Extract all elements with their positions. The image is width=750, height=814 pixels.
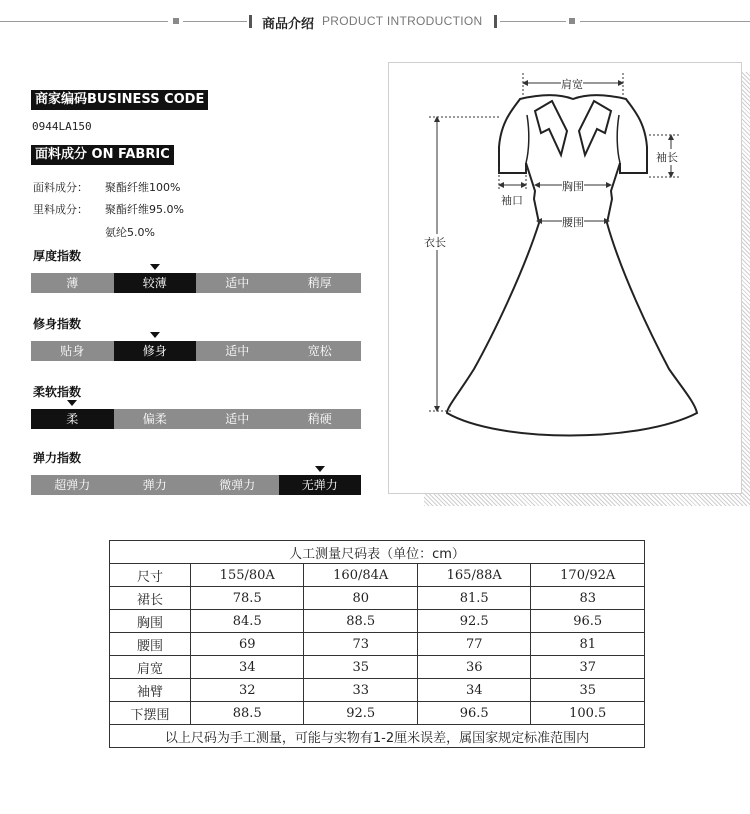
dress-diagram xyxy=(388,62,742,494)
table-row xyxy=(110,679,645,702)
row-label: 腰围 xyxy=(110,633,191,656)
fabric-tag: 面料成分 ON FABRIC xyxy=(31,145,174,165)
table-cell: 81 xyxy=(531,633,645,656)
selection-marker-icon xyxy=(315,466,325,472)
business-code-tag: 商家编码BUSINESS CODE xyxy=(31,90,208,110)
size-header-cell: 155/80A xyxy=(191,564,304,587)
size-header-cell: 160/84A xyxy=(304,564,417,587)
table-cell: 96.5 xyxy=(531,610,645,633)
length-label: 衣长 xyxy=(424,236,446,249)
table-cell: 73 xyxy=(304,633,417,656)
fabric-row-label: 面料成分： xyxy=(33,181,88,194)
header-rule-left-inner xyxy=(183,21,247,22)
row-label: 肩宽 xyxy=(110,656,191,679)
size-header-cell: 尺寸 xyxy=(110,564,191,587)
chest-label: 胸围 xyxy=(562,180,584,193)
thickness-index-title: 厚度指数 xyxy=(33,249,82,263)
table-row xyxy=(110,656,645,679)
header-bullet-left xyxy=(173,18,179,24)
size-header-row xyxy=(110,564,645,587)
softness-index-scale xyxy=(31,409,361,429)
fabric-row-value: 聚酯纤维95.0% xyxy=(105,203,184,216)
table-cell: 69 xyxy=(191,633,304,656)
scale-option: 无弹力 xyxy=(279,475,362,495)
table-cell: 88.5 xyxy=(304,610,417,633)
fabric-row-value: 氨纶5.0% xyxy=(105,226,155,239)
table-cell: 100.5 xyxy=(531,702,645,725)
softness-index-title: 柔软指数 xyxy=(33,385,82,399)
table-row xyxy=(110,702,645,725)
fabric-row-label: 里料成分： xyxy=(33,203,88,216)
table-cell: 84.5 xyxy=(191,610,304,633)
table-cell: 96.5 xyxy=(417,702,530,725)
header-rule-right-inner xyxy=(500,21,566,22)
table-cell: 92.5 xyxy=(417,610,530,633)
scale-option: 弹力 xyxy=(142,478,167,492)
elasticity-index-scale xyxy=(31,475,361,495)
scale-option: 适中 xyxy=(225,276,250,290)
elasticity-index-title: 弹力指数 xyxy=(33,451,82,465)
scale-option: 薄 xyxy=(66,276,79,290)
scale-option: 微弹力 xyxy=(219,478,256,492)
scale-option: 超弹力 xyxy=(54,478,91,492)
fit-index-title: 修身指数 xyxy=(33,317,82,331)
thickness-index-scale xyxy=(31,273,361,293)
dress-outline-svg xyxy=(389,63,741,493)
header-rule-right xyxy=(580,21,750,22)
table-row xyxy=(110,610,645,633)
header-bar-right xyxy=(494,15,497,28)
size-header-cell: 170/92A xyxy=(531,564,645,587)
size-header-cell: 165/88A xyxy=(417,564,530,587)
fit-index-scale xyxy=(31,341,361,361)
table-row xyxy=(110,587,645,610)
table-cell: 35 xyxy=(304,656,417,679)
scale-option: 修身 xyxy=(114,341,197,361)
table-cell: 88.5 xyxy=(191,702,304,725)
row-label: 下摆围 xyxy=(110,702,191,725)
scale-option: 稍硬 xyxy=(307,412,332,426)
scale-option: 偏柔 xyxy=(142,412,167,426)
table-cell: 33 xyxy=(304,679,417,702)
row-label: 胸围 xyxy=(110,610,191,633)
size-chart-title: 人工测量尺码表（单位：cm） xyxy=(110,541,645,564)
table-cell: 92.5 xyxy=(304,702,417,725)
dress-body-outline xyxy=(447,95,697,435)
sleeve-length-label: 袖长 xyxy=(656,151,678,164)
scale-option: 宽松 xyxy=(307,344,332,358)
row-label: 袖臂 xyxy=(110,679,191,702)
selection-marker-icon xyxy=(150,332,160,338)
table-cell: 34 xyxy=(191,656,304,679)
table-row xyxy=(110,633,645,656)
header-bullet-right xyxy=(569,18,575,24)
size-chart-table xyxy=(109,540,645,748)
scale-option: 贴身 xyxy=(60,344,85,358)
fabric-row xyxy=(33,224,155,240)
table-cell: 37 xyxy=(531,656,645,679)
table-cell: 77 xyxy=(417,633,530,656)
selection-marker-icon xyxy=(67,400,77,406)
table-cell: 81.5 xyxy=(417,587,530,610)
fabric-row-value: 聚酯纤维100% xyxy=(105,181,181,194)
fabric-row xyxy=(33,201,184,217)
scale-option: 适中 xyxy=(225,344,250,358)
shoulder-width-label: 肩宽 xyxy=(561,78,583,91)
table-cell: 32 xyxy=(191,679,304,702)
scale-option: 较薄 xyxy=(114,273,197,293)
table-cell: 83 xyxy=(531,587,645,610)
table-cell: 78.5 xyxy=(191,587,304,610)
scale-option: 柔 xyxy=(31,409,114,429)
table-cell: 80 xyxy=(304,587,417,610)
header-subtitle: PRODUCT INTRODUCTION xyxy=(322,14,483,28)
scale-option: 适中 xyxy=(225,412,250,426)
table-cell: 36 xyxy=(417,656,530,679)
size-chart-note: 以上尺码为手工测量，可能与实物有1-2厘米误差，属国家规定标准范围内 xyxy=(110,725,645,748)
selection-marker-icon xyxy=(150,264,160,270)
waist-label: 腰围 xyxy=(562,216,584,229)
header-rule-left xyxy=(0,21,168,22)
scale-option: 稍厚 xyxy=(307,276,332,290)
cuff-label: 袖口 xyxy=(501,194,523,207)
header-title: 商品介绍 xyxy=(262,17,315,32)
table-cell: 34 xyxy=(417,679,530,702)
fabric-row xyxy=(33,179,180,195)
header-bar-left xyxy=(249,15,252,28)
business-code-value: 0944LA150 xyxy=(32,120,92,133)
row-label: 裙长 xyxy=(110,587,191,610)
table-cell: 35 xyxy=(531,679,645,702)
